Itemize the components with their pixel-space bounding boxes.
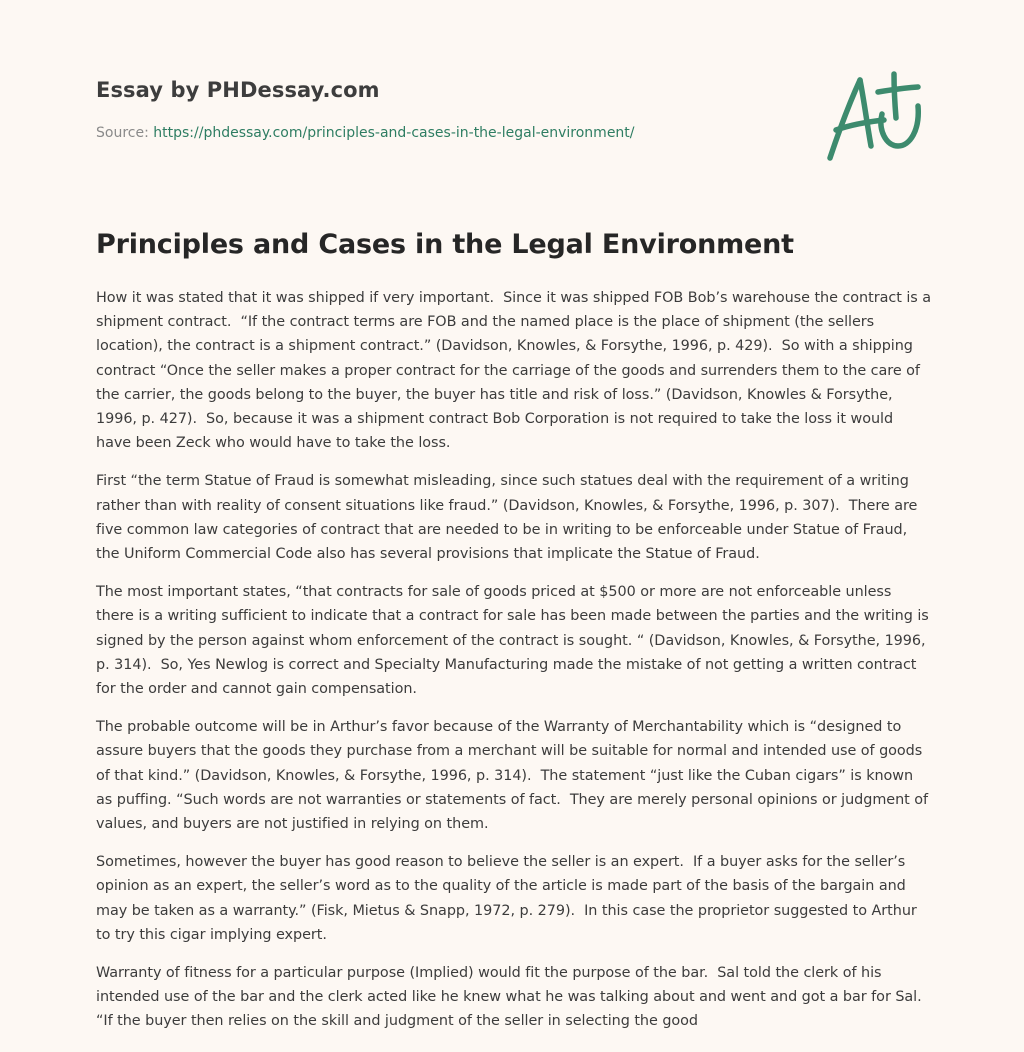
body-paragraph: How it was stated that it was shipped if very important. Since it was shipped FOB Bob’s warehouse the contract is a shipment contract. “If the contract terms are FOB and the named place is the place of shipment (the sellers location), the contract is a shipment contract.” (Davidson, Knowles, & Forsythe, 1996, p. 429). So with a shipping contract “Once the seller makes a proper contract for the carriage of the goods and surrenders them to the care of the carrier, the goods belong to the buyer, the buyer has title and risk of loss.” (Davidson, Knowles & Forsythe, 1996, p. 427). So, because it was a shipment contract Bob Corporation is not required to take the loss it would have been Zeck who would have to take the loss. — [96, 290, 936, 452]
article-title: Principles and Cases in the Legal Environment — [96, 229, 794, 260]
body-paragraph: First “the term Statue of Fraud is somewhat misleading, since such statues deal with the requirement of a writing rather than with reality of consent situations like fraud.” (Davidson, Knowles, & Forsythe, 1996, p. 307). There are five common law categories of contract that are needed to be in writing to be enforceable under Statue of Fraud, the Uniform Commercial Code also has several provisions that implicate the Statue of Fraud. — [96, 473, 922, 563]
body-paragraph: The probable outcome will be in Arthur’s favor because of the Warranty of Merchantability which is “designed to assure buyers that the goods they purchase from a merchant will be suitable for normal and intended use of goods of that kind.” (Davidson, Knowles, & Forsythe, 1996, p. 314). The statement “just like the Cuban cigars” is known as puffing. “Such words are not warranties or statements of fact. They are merely personal opinions or judgment of values, and buyers are not justified in relying on them. — [96, 719, 933, 833]
source-line — [96, 123, 796, 143]
page-header — [96, 76, 796, 143]
a-plus-logo-svg — [822, 66, 926, 164]
a-plus-grade-icon — [822, 66, 926, 164]
source-link[interactable]: https://phdessay.com/principles-and-cases-in-the-legal-environment/ — [153, 125, 635, 141]
source-label: Source: — [96, 125, 154, 141]
body-paragraph: Warranty of fitness for a particular purpose (Implied) would fit the purpose of the bar. Sal told the clerk of his intended use of the bar and the clerk acted like he knew what he was talking about and went and got a bar for Sal. “If the buyer then relies on the skill and judgment of the seller in selecting the good — [96, 965, 931, 1030]
body-paragraph: The most important states, “that contracts for sale of goods priced at $500 or more are not enforceable unless there is a writing sufficient to indicate that a contract for sale has been made between the parties and the writing is signed by the person against whom enforcement of the contract is sought. “ (Davidson, Knowles, & Forsythe, 1996, p. 314). So, Yes Newlog is correct and Specialty Manufacturing made the mistake of not getting a written contract for the order and cannot gain compensation. — [96, 584, 934, 698]
article-body — [96, 286, 936, 1048]
site-title: Essay by PHDessay.com — [96, 78, 380, 102]
body-paragraph: Sometimes, however the buyer has good reason to believe the seller is an expert. If a buyer asks for the seller’s opinion as an expert, the seller’s word as to the quality of the article is made part of the basis of the bargain and may be taken as a warranty.” (Fisk, Mietus & Snapp, 1972, p. 279). In this case the proprietor suggested to Arthur to try this cigar implying expert. — [96, 854, 922, 943]
